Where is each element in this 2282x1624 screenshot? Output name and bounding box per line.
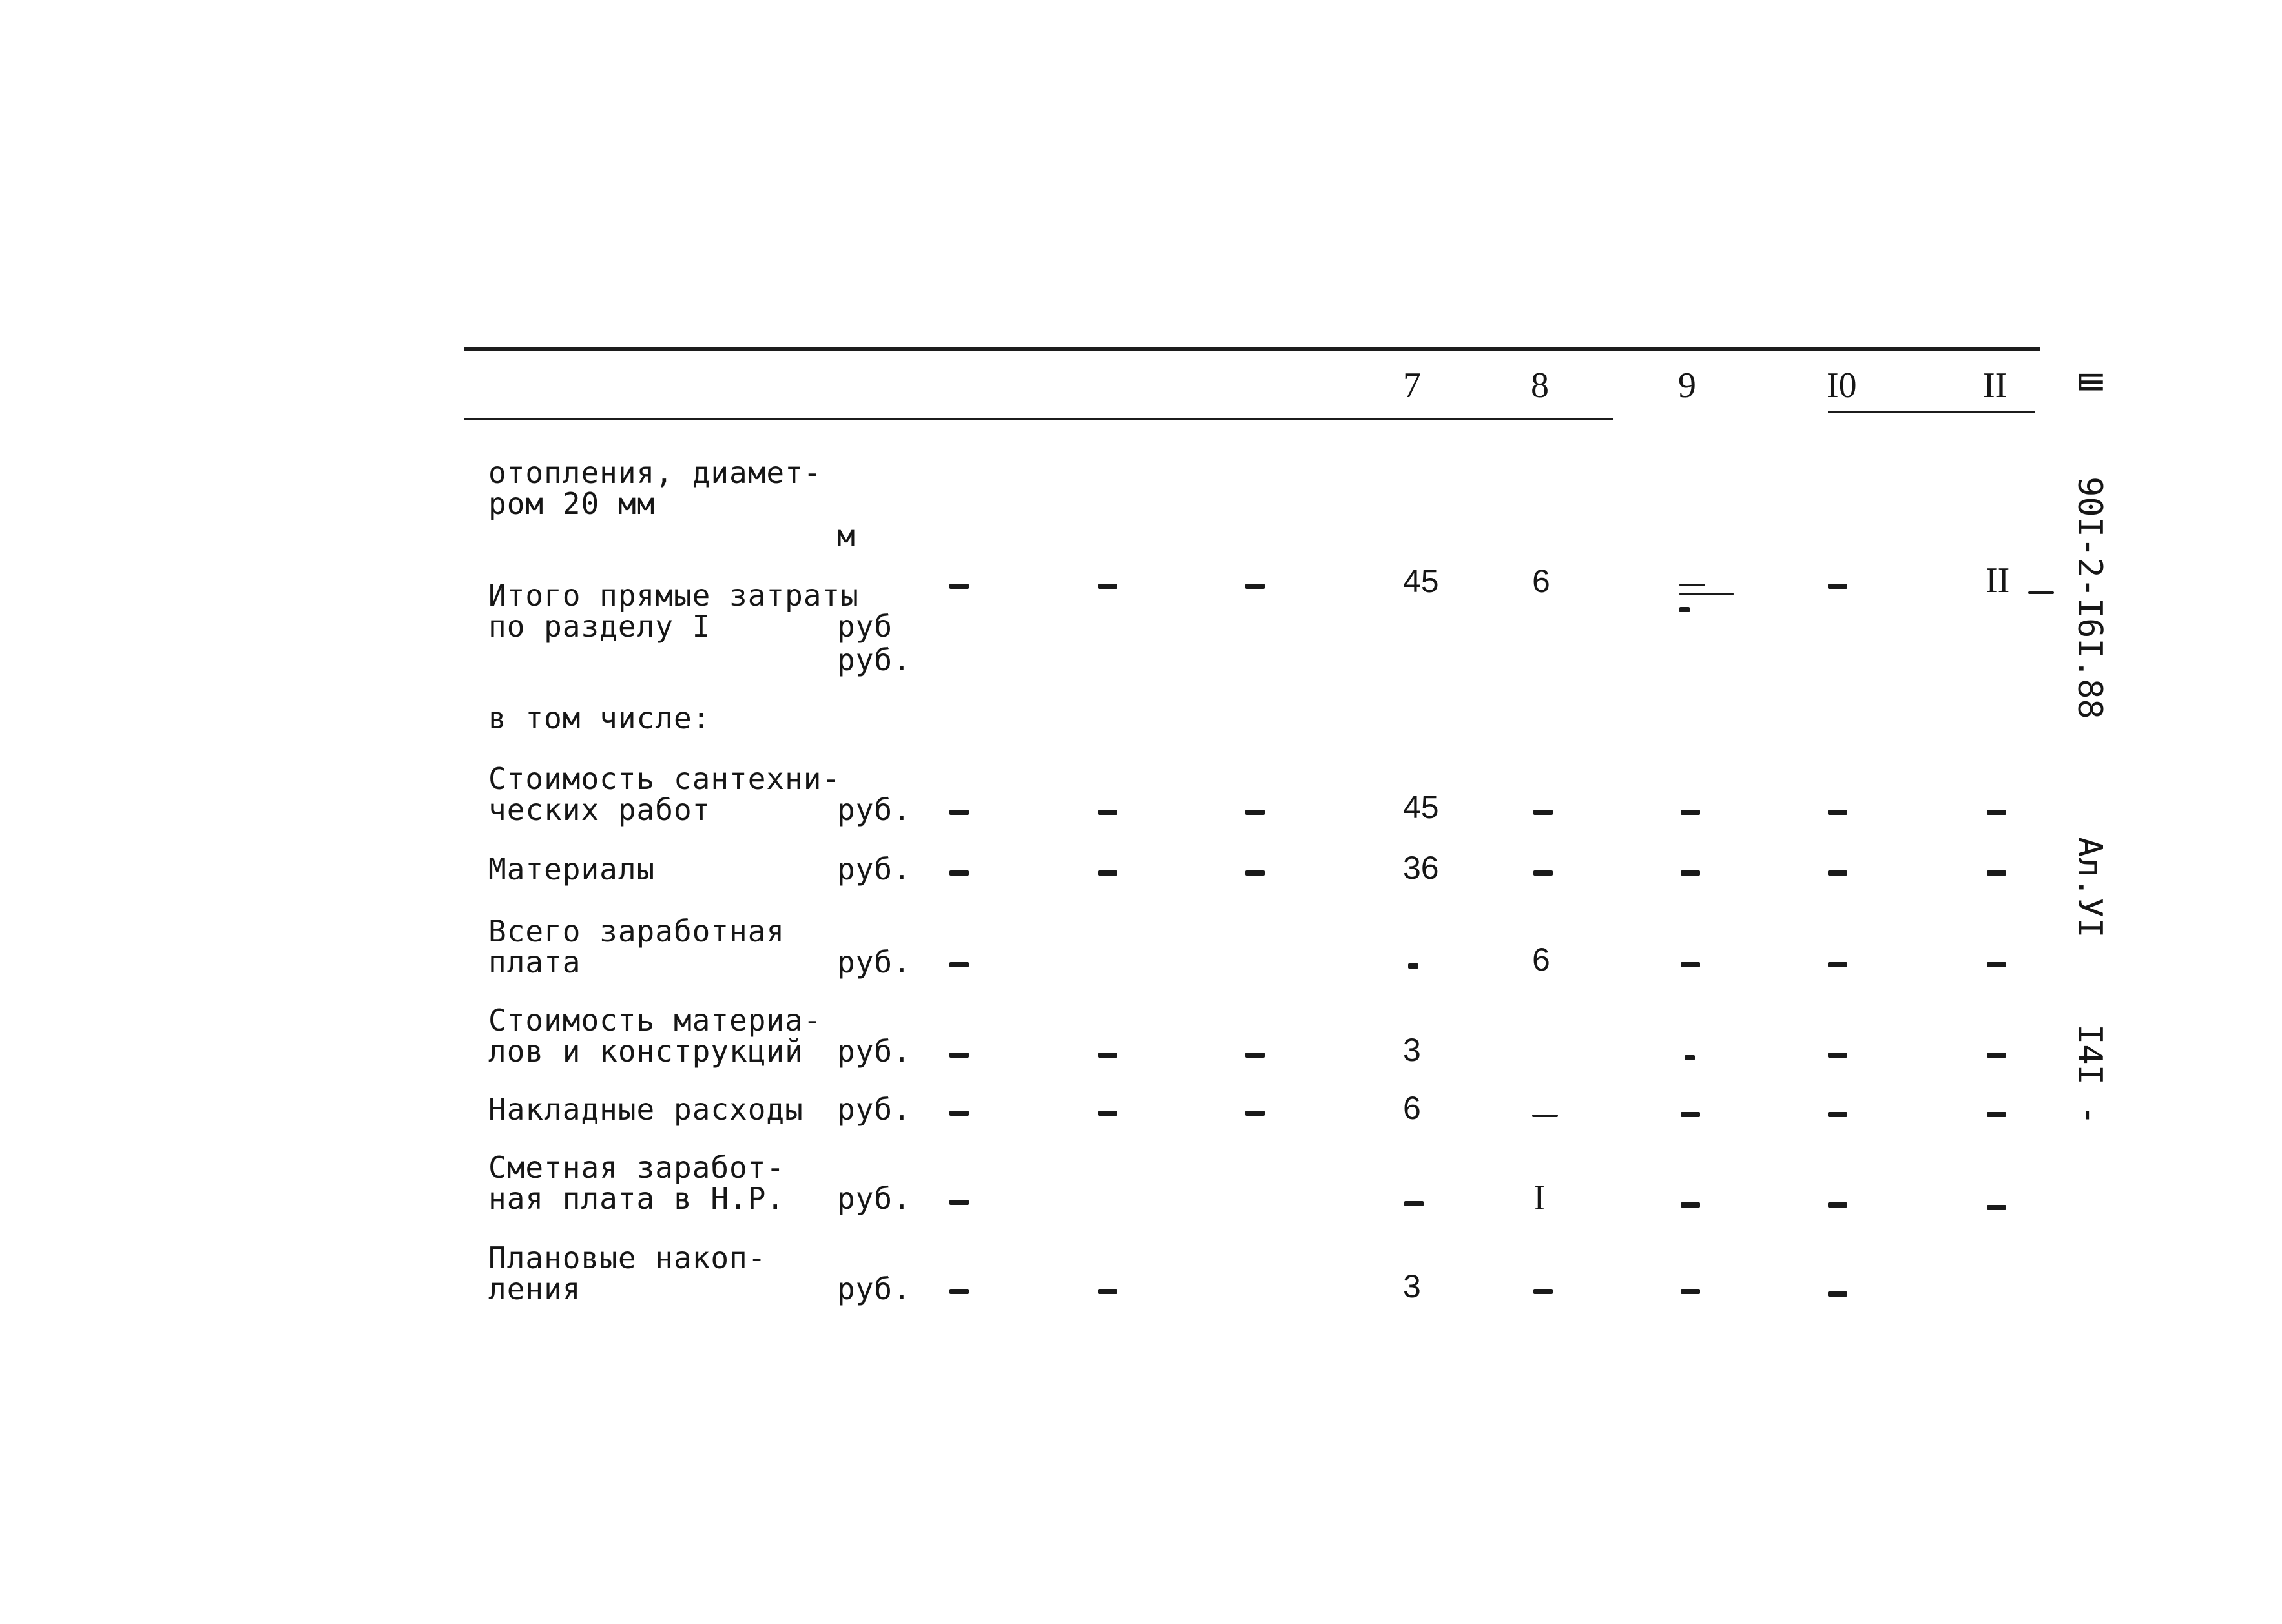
row-1-col-8: 6 xyxy=(1532,563,1550,599)
row-9-label-line1: Плановые накоп- xyxy=(488,1240,767,1275)
row-6-dash-c1 xyxy=(949,1053,969,1058)
row-4-dash-c2 xyxy=(1098,870,1117,876)
side-page-number: I4I - xyxy=(2070,1024,2109,1125)
row-8-dash-c1 xyxy=(949,1200,969,1205)
col-header-8: 8 xyxy=(1531,365,1549,406)
header-bottom-rule xyxy=(464,418,1613,420)
row-5-label-line1: Всего заработная xyxy=(488,914,785,949)
row-8-dash-c7 xyxy=(1404,1201,1424,1206)
row-7-col-7: 6 xyxy=(1403,1090,1421,1126)
row-5-dash-c10 xyxy=(1828,962,1847,967)
row-4-label: Материалы xyxy=(488,852,656,887)
col-header-10: I0 xyxy=(1827,365,1857,406)
row-3-dash-c1 xyxy=(949,810,969,815)
row-5-col-8: 6 xyxy=(1532,941,1550,978)
row-7-unit: руб. xyxy=(837,1092,911,1127)
row-8-label-line2: ная плата в Н.Р. xyxy=(488,1181,785,1216)
row-8-dash-c9 xyxy=(1681,1202,1700,1208)
row-9-dash-c10 xyxy=(1828,1291,1847,1297)
row-3-dash-c3 xyxy=(1245,810,1265,815)
row-7-dash-c9 xyxy=(1681,1112,1700,1117)
row-3-unit: руб. xyxy=(837,792,911,827)
row-7-dash-c10 xyxy=(1828,1112,1847,1117)
row-4-col-7: 36 xyxy=(1403,850,1439,886)
row-6-dash-c2 xyxy=(1098,1053,1117,1058)
row-6-label-line2: лов и конструкций xyxy=(488,1034,804,1069)
row-6-col-7: 3 xyxy=(1403,1032,1421,1068)
col-10-underline xyxy=(1828,411,2035,413)
row-0-unit: м xyxy=(837,519,856,553)
row-1-label-line2: по разделу I xyxy=(488,609,711,644)
row-3-dash-c2 xyxy=(1098,810,1117,815)
row-5-label-line2: плата xyxy=(488,945,581,980)
row-6-dash-c10 xyxy=(1828,1053,1847,1058)
row-7-dash-c2 xyxy=(1098,1111,1117,1116)
row-7-label: Накладные расходы xyxy=(488,1092,804,1127)
side-album-mark: Ал.УI xyxy=(2070,837,2109,938)
row-9-dash-c9 xyxy=(1681,1289,1700,1294)
row-3-dash-c9 xyxy=(1681,810,1700,815)
row-0-label-line1: отопления, диамет- xyxy=(488,455,822,490)
row-1-dash-c3 xyxy=(1245,584,1265,589)
row-8-dash-c11 xyxy=(1987,1205,2006,1210)
row-1-unit2: руб. xyxy=(837,642,911,677)
row-6-label-line1: Стоимость материа- xyxy=(488,1003,822,1038)
row-8-dash-c10 xyxy=(1828,1202,1847,1208)
row-7-dash-c3 xyxy=(1245,1111,1265,1116)
row-5-dash-c7 xyxy=(1408,963,1418,969)
row-8-col-8: I xyxy=(1533,1178,1546,1218)
row-1-dash-c9b xyxy=(1679,593,1734,595)
row-3-dash-c11 xyxy=(1987,810,2006,815)
row-2-label: в том числе: xyxy=(488,701,711,735)
col-header-11: II xyxy=(1983,365,2007,406)
row-8-unit: руб. xyxy=(837,1181,911,1216)
row-3-label-line1: Стоимость сантехни- xyxy=(488,761,841,796)
row-6-dash-c11 xyxy=(1987,1053,2006,1058)
row-1-dash-c9a xyxy=(1679,584,1705,586)
row-9-unit: руб. xyxy=(837,1271,911,1306)
row-5-dash-c1 xyxy=(949,962,969,967)
row-1-col-7: 45 xyxy=(1403,563,1439,599)
row-1-unit: руб xyxy=(837,609,893,644)
side-document-code: 90I-2-I6I.88 xyxy=(2070,477,2109,719)
row-3-label-line2: ческих работ xyxy=(488,792,711,827)
row-1-dash-c1 xyxy=(949,584,969,589)
row-4-dash-c9 xyxy=(1681,870,1700,876)
row-4-dash-c1 xyxy=(949,870,969,876)
row-9-label-line2: ления xyxy=(488,1271,581,1306)
row-5-unit: руб. xyxy=(837,945,911,980)
row-1-dash-c2 xyxy=(1098,584,1117,589)
row-4-unit: руб. xyxy=(837,852,911,887)
row-9-dash-c2 xyxy=(1098,1289,1117,1294)
row-4-dash-c3 xyxy=(1245,870,1265,876)
row-4-dash-c8 xyxy=(1533,870,1553,876)
row-8-label-line1: Сметная заработ- xyxy=(488,1150,785,1185)
header-top-rule xyxy=(464,347,2040,351)
row-6-dash-c3 xyxy=(1245,1053,1265,1058)
row-9-dash-c8 xyxy=(1533,1289,1553,1294)
row-9-dash-c1 xyxy=(949,1289,969,1294)
col-header-9: 9 xyxy=(1678,365,1696,406)
row-1-label-line1: Итого прямые затраты xyxy=(488,578,859,613)
row-6-unit: руб. xyxy=(837,1034,911,1069)
row-5-dash-c11 xyxy=(1987,962,2006,967)
row-1-dash-c9c xyxy=(1679,607,1690,612)
row-5-dash-c9 xyxy=(1681,962,1700,967)
row-3-dash-c8 xyxy=(1533,810,1553,815)
row-1-col-11: II xyxy=(1986,560,2010,601)
row-1-dash-c10 xyxy=(1828,584,1847,589)
row-0-label-line2: ром 20 мм xyxy=(488,486,656,521)
col-header-7: 7 xyxy=(1403,365,1421,406)
row-6-dash-c9 xyxy=(1685,1055,1695,1060)
row-7-dash-c1 xyxy=(949,1111,969,1116)
row-9-col-7: 3 xyxy=(1403,1268,1421,1304)
row-3-dash-c10 xyxy=(1828,810,1847,815)
side-corner-mark: Ш xyxy=(2070,372,2109,393)
row-1-col-11-tail xyxy=(2028,591,2054,594)
row-7-dash-c11 xyxy=(1987,1112,2006,1117)
row-7-dash-c8 xyxy=(1532,1115,1558,1117)
row-4-dash-c11 xyxy=(1987,870,2006,876)
row-3-col-7: 45 xyxy=(1403,789,1439,825)
row-4-dash-c10 xyxy=(1828,870,1847,876)
